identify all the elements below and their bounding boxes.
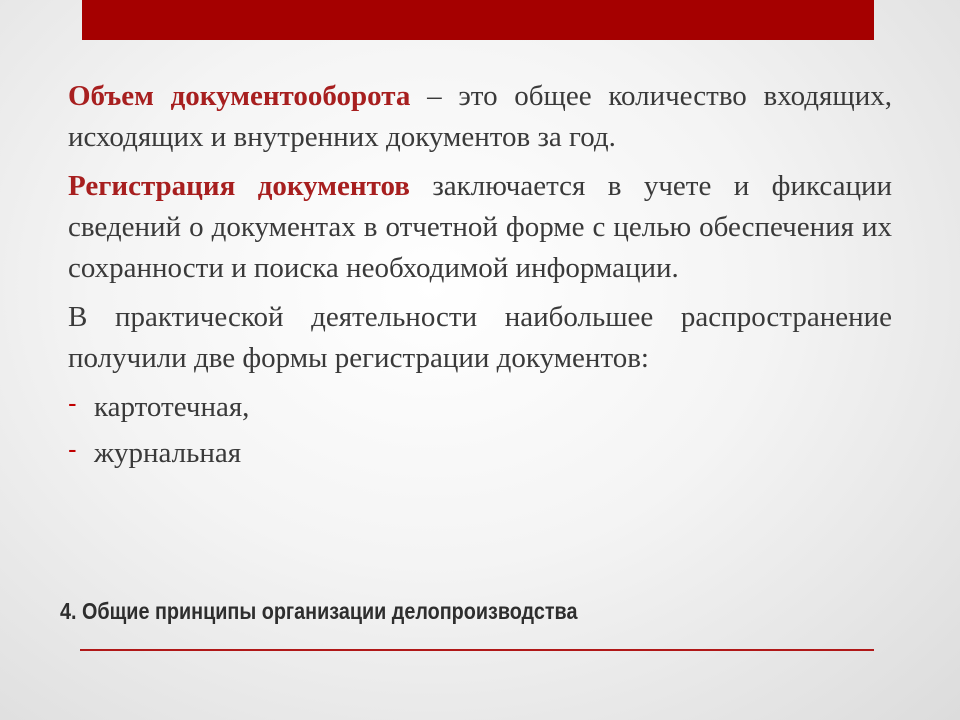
paragraph-volume-text: – это общее количество входящих, исходящих и внутренних документов за год. (68, 80, 892, 153)
list-item (68, 387, 892, 433)
paragraph-practice-text: В практической деятельности наибольшее распространение получили две формы регистрации документов: (68, 301, 892, 374)
registration-forms-list (68, 387, 892, 479)
list-item-label: журнальная (94, 437, 242, 469)
dash-bullet-icon: - (68, 388, 77, 418)
top-accent-bar (82, 0, 874, 40)
paragraph-registration-text: заключается в учете и фиксации сведений о документах в отчетной форме с целью обеспечения их сохранности и поиска необходимой информации. (68, 170, 893, 284)
slide-body (68, 76, 892, 479)
term-registration: Регистрация документов (68, 170, 410, 202)
slide-title: 4. Общие принципы организации делопроизводства (60, 598, 578, 624)
list-item-label: картотечная, (94, 391, 250, 423)
paragraph-volume (68, 76, 892, 158)
paragraph-practice (68, 297, 892, 379)
paragraph-registration (68, 166, 892, 289)
term-volume: Объем документооборота (68, 80, 411, 112)
footer-divider (80, 649, 874, 651)
list-item (68, 433, 892, 479)
dash-bullet-icon: - (68, 434, 77, 464)
